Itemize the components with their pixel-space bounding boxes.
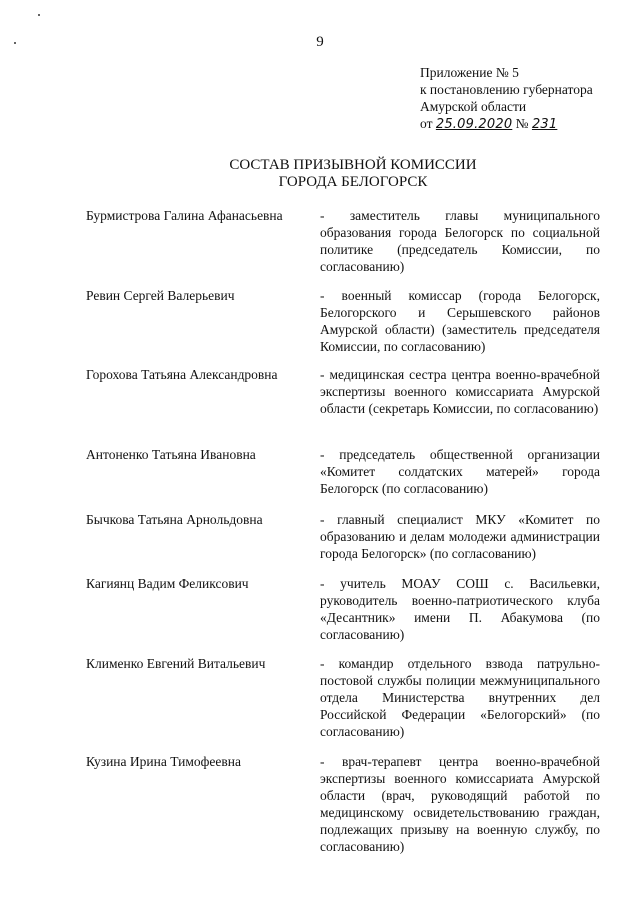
member-name: Горохова Татьяна Александровна (86, 367, 278, 382)
appendix-date-line (420, 115, 625, 133)
scan-artifact-dot (38, 14, 40, 16)
member-role: - врач-терапевт центра военно-врачебной экспертизы военного комиссариата Амурской области (врач, руководящий работой по медицинскому освидетельствованию граждан, подлежащих призыву на военную службу, по согласованию) (320, 754, 600, 854)
number-prefix: № (515, 116, 529, 131)
member-name: Кагиянц Вадим Феликсович (86, 576, 249, 591)
title-line-2: ГОРОДА БЕЛОГОРСК (278, 174, 428, 190)
document-title (0, 157, 640, 191)
member-name: Ревин Сергей Валерьевич (86, 288, 235, 303)
decree-number: 231 (531, 117, 558, 132)
member-name: Антоненко Татьяна Ивановна (86, 447, 256, 462)
member-role: - военный комиссар (города Белогорск, Белогорского и Серышевского районов Амурской области) (заместитель председателя Комиссии, по согласованию) (320, 288, 600, 354)
member-name: Бурмистрова Галина Афанасьевна (86, 208, 283, 223)
page-number: 9 (316, 34, 324, 50)
member-role: - медицинская сестра центра военно-врачебной экспертизы военного комиссариата Амурской области (секретарь Комиссии, по согласованию) (320, 367, 600, 416)
member-role: - главный специалист МКУ «Комитет по образованию и делам молодежи администрации города Белогорск» (по согласованию) (320, 512, 600, 561)
appendix-decree-reference: к постановлению губернатора (420, 82, 593, 97)
appendix-header (420, 64, 625, 133)
member-role: - председатель общественной организации «Комитет солдатских матерей» города Белогорск (по согласованию) (320, 447, 600, 496)
member-role: - заместитель главы муниципального образования города Белогорск по социальной политике (председатель Комиссии, по согласованию) (320, 208, 600, 274)
member-role: - командир отдельного взвода патрульно-постовой службы полиции межмуниципального отдела Министерства внутренних дел Российской Федерации «Белогорский» (по согласованию) (320, 656, 600, 739)
member-name: Кузина Ирина Тимофеевна (86, 754, 241, 769)
decree-date: 25.09.2020 (435, 117, 513, 132)
member-name: Клименко Евгений Витальевич (86, 656, 266, 671)
date-prefix: от (420, 116, 433, 131)
appendix-title: Приложение № 5 (420, 65, 519, 80)
member-name: Бычкова Татьяна Арнольдовна (86, 512, 263, 527)
title-line-1: СОСТАВ ПРИЗЫВНОЙ КОМИССИИ (229, 157, 477, 173)
member-role: - учитель МОАУ СОШ с. Васильевки, руководитель военно-патриотического клуба «Десантник» имени П. Абакумова (по согласованию) (320, 576, 600, 642)
appendix-region: Амурской области (420, 99, 527, 114)
